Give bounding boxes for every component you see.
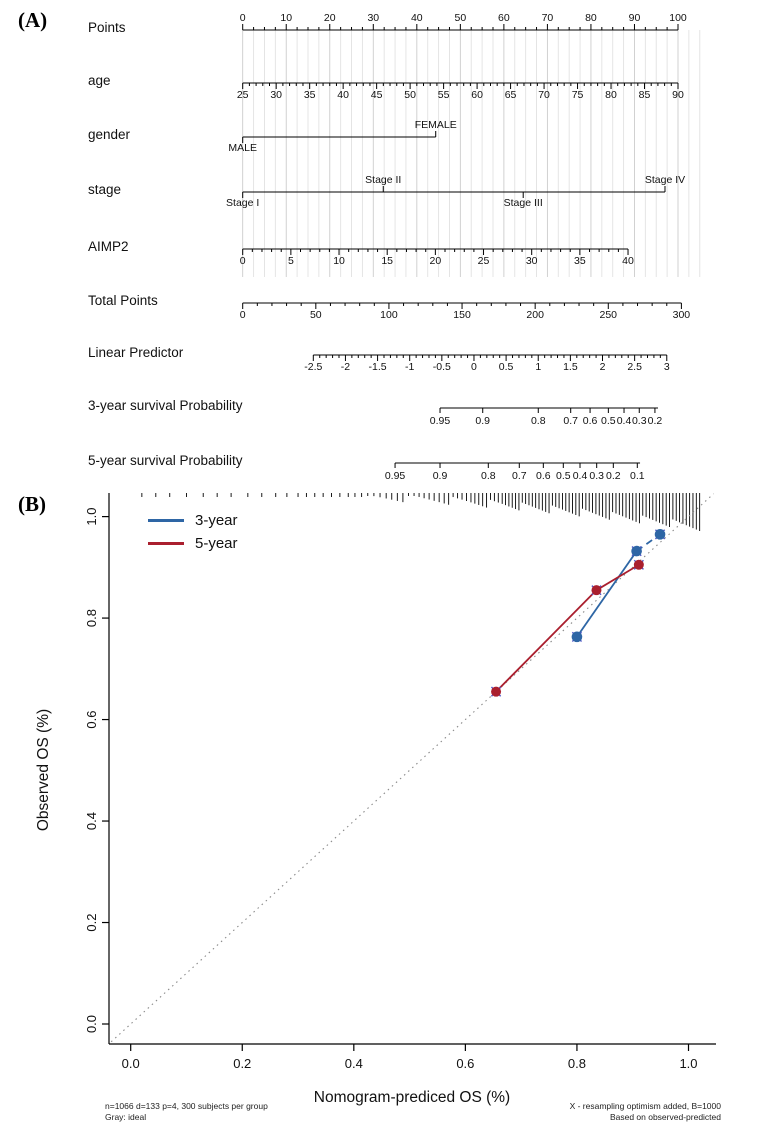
x-tick-label: 0.8 [567,1056,586,1071]
data-point-3-year [572,632,583,643]
tick-label: 10 [333,255,345,267]
tick-label: 40 [622,255,634,267]
tick-label: 0.6 [582,415,598,427]
tick-label: 0.7 [563,415,579,427]
category-label-FEMALE: FEMALE [414,119,457,131]
tick-label: -1.5 [368,361,387,373]
tick-label: 45 [370,89,383,101]
tick-label: 0.4 [616,415,632,427]
footnote-based-on: Based on observed-predicted [609,1111,721,1122]
tick-label: 0.8 [480,470,496,482]
ideal-line [111,494,713,1042]
tick-label: 300 [672,309,691,321]
tick-label: 0.95 [429,415,451,427]
tick-label: 0.8 [530,415,546,427]
tick-label: 50 [309,309,322,321]
tick-label: -0.5 [432,361,451,373]
x-tick-label: 0.6 [456,1056,475,1071]
nomogram-row-label-age: age [88,73,111,88]
nomogram-row-label-linear-predictor: Linear Predictor [88,345,184,360]
tick-label: 60 [498,12,510,24]
x-tick-label: 0.2 [233,1056,252,1071]
footnote-sample-size: n=1066 d=133 p=4, 300 subjects per group [105,1101,268,1111]
data-point-3-year [655,529,666,540]
tick-label: 0 [471,361,477,373]
panel-a-label: (A) [18,8,48,32]
x-axis-title: Nomogram-prediced OS (%) [313,1089,511,1106]
tick-label: 0 [239,12,246,24]
tick-label: 0.4 [572,470,588,482]
x-tick-label: 1.0 [679,1056,698,1071]
nomogram-row-label-points: Points [88,20,126,35]
tick-label: 0.5 [555,470,571,482]
data-point-5-year [634,560,644,570]
tick-label: 5 [287,255,294,267]
x-tick-label: 0.4 [344,1056,363,1071]
tick-label: 3 [663,361,670,373]
x-tick-label: 0.0 [121,1056,140,1071]
category-label-Stage III: Stage III [503,197,543,209]
tick-label: 90 [628,12,641,24]
tick-label: 55 [437,89,450,101]
tick-label: -2.5 [304,361,323,373]
data-point-5-year [491,687,501,697]
nomogram-row-label-stage: stage [88,182,122,197]
tick-label: 50 [404,89,416,101]
tick-label: 200 [526,309,544,321]
tick-label: 70 [538,89,550,101]
legend-label-5-year: 5-year [195,535,238,552]
tick-label: 0.7 [511,470,527,482]
legend-item-3-year [148,509,238,532]
y-tick-label: 0.4 [84,812,99,831]
tick-label: 100 [380,309,398,321]
tick-label: 25 [477,255,490,267]
tick-label: 10 [280,12,293,24]
tick-label: 250 [599,309,618,321]
category-label-Stage IV: Stage IV [644,174,686,186]
tick-label: 60 [471,89,483,101]
y-tick-label: 0.0 [84,1014,99,1034]
tick-label: 15 [381,255,394,267]
tick-label: 0.9 [475,415,491,427]
tick-label: 2.5 [627,361,642,373]
tick-label: 0.5 [601,415,616,427]
y-axis-title: Observed OS (%) [35,708,52,832]
tick-label: 30 [367,12,380,24]
tick-label: 40 [410,12,423,24]
tick-label: 85 [638,89,651,101]
legend-line-3-year [148,519,184,522]
tick-label: 1.5 [563,361,578,373]
legend-label-3-year: 3-year [195,512,238,529]
nomogram-row-label-aimp2: AIMP2 [88,239,129,254]
tick-label: 40 [337,89,349,101]
footnote-gray-ideal: Gray: ideal [105,1111,147,1122]
footnote-right [570,1101,721,1122]
tick-label: 0 [239,309,246,321]
tick-label: 65 [504,89,517,101]
tick-label: 0.3 [631,415,647,427]
nomogram-row-label-total-points: Total Points [88,293,158,308]
tick-label: 70 [541,12,554,24]
tick-label: 0 [239,255,246,267]
tick-label: 100 [669,12,687,24]
y-tick-label: 0.2 [84,913,99,932]
y-tick-label: 1.0 [84,507,99,526]
y-tick-label: 0.8 [84,609,99,628]
tick-label: 80 [585,12,597,24]
tick-label: 35 [574,255,586,267]
nomogram-row-label-3yr-survival: 3-year survival Probability [88,398,243,413]
category-label-MALE: MALE [228,142,257,154]
tick-label: -2 [340,361,351,373]
tick-label: 20 [429,255,442,267]
tick-label: 20 [323,12,336,24]
tick-label: 0.9 [432,470,448,482]
tick-label: 90 [672,89,684,101]
tick-label: 25 [236,89,249,101]
legend-item-5-year [148,532,238,555]
tick-label: 0.2 [606,470,621,482]
legend-line-5-year [148,542,184,545]
tick-label: 0.6 [536,470,551,482]
tick-label: 0.5 [498,361,514,373]
tick-label: 0.2 [647,415,663,427]
tick-label: 1 [535,361,542,373]
tick-label: 0.3 [589,470,604,482]
tick-label: 0.95 [384,470,406,482]
tick-label: 30 [270,89,283,101]
data-point-3-year [631,546,642,557]
tick-label: 30 [525,255,538,267]
tick-label: 0.1 [629,470,645,482]
tick-label: 2 [599,361,606,373]
nomogram-row-label-5yr-survival: 5-year survival Probability [88,453,243,468]
tick-label: 75 [571,89,584,101]
panel-b-label: (B) [18,492,46,516]
footnote-left [105,1101,268,1122]
y-tick-label: 0.6 [84,710,99,729]
tick-label: -1 [405,361,415,373]
tick-label: 80 [605,89,617,101]
series-line-5-year [596,565,638,590]
tick-label: 35 [303,89,316,101]
legend [148,509,238,555]
category-label-Stage II: Stage II [365,174,402,186]
nomogram-row-label-gender: gender [88,127,131,142]
category-label-Stage I: Stage I [226,197,260,209]
tick-label: 150 [453,309,471,321]
tick-label: 50 [454,12,467,24]
footnote-resampling: X - resampling optimism added, B=1000 [569,1101,721,1111]
series-line-3-year [577,551,637,637]
data-point-5-year [591,585,601,595]
